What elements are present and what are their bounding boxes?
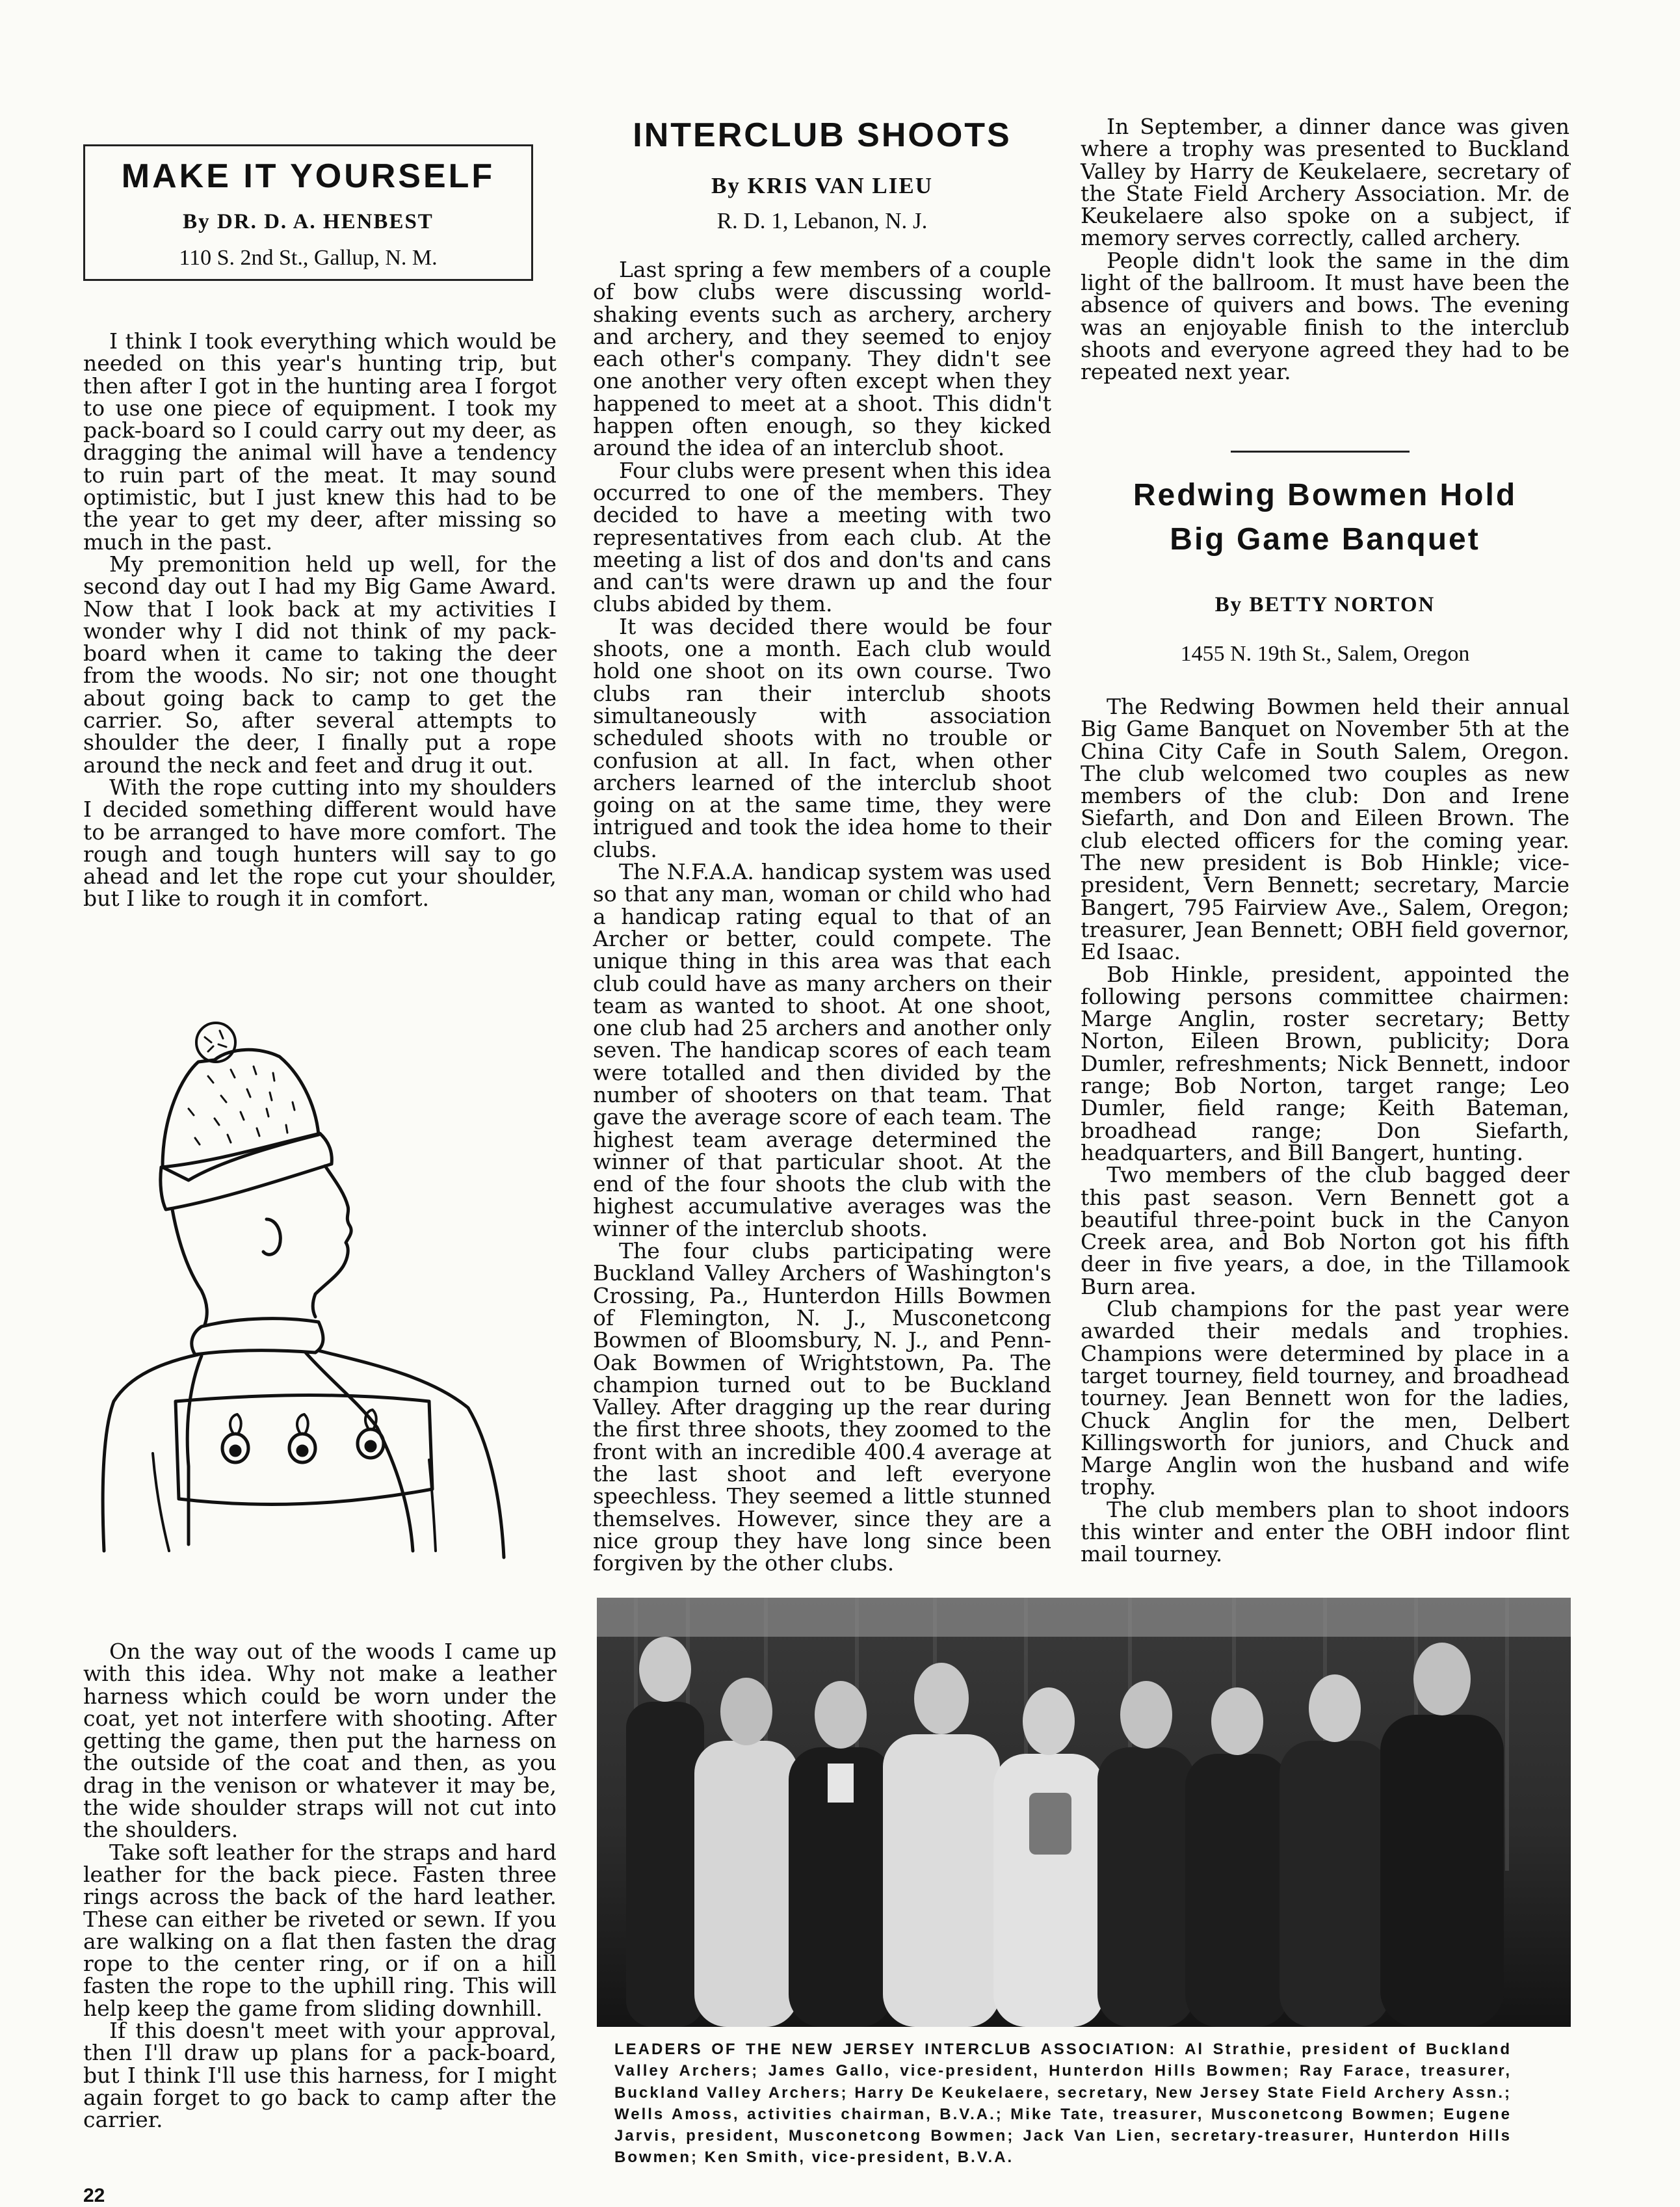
article-paragraph: The Redwing Bowmen held their annual Big Game Banquet on November 5th at the China City Cafe in South Salem, Oregon. The club welcomed two couples as new members of the club: Don and Irene Siefarth, and Don and Eileen Brown. The club elected officers for the coming year. The new president is Bob Hinkle; vice-president, Vern Bennett; secretary, Marcie Bangert, 795 Fairview Ave., Salem, Oregon; treasurer, Jean Bennett; OBH field governor, Ed Isaac. xyxy=(1081,694,1569,965)
redwing-address: 1455 N. 19th St., Salem, Oregon xyxy=(1180,642,1470,666)
stocking-cap xyxy=(163,1050,319,1180)
redwing-title-line-2: Big Game Banquet xyxy=(1170,522,1480,557)
photo-figure xyxy=(789,1681,893,2027)
article-paragraph: If this doesn't meet with your approval, then I'll draw up plans for a pack-board, but I think I'll use this harness, for I might again forget to go back to camp after the carrier. xyxy=(83,2018,557,2133)
photo-figure xyxy=(993,1687,1104,2027)
interclub-body xyxy=(593,259,1051,1575)
make-it-yourself-body-top xyxy=(83,330,557,910)
photo-figure xyxy=(694,1678,798,2027)
article-paragraph: Last spring a few members of a couple of bow clubs were discussing world-shaking events such as archery, archery and archery, and they seemed to enjoy each other's company. They didn't see one another very often except when they happened to meet at a shoot. This didn't happen often enough, so they kicked around the idea of an interclub shoot. xyxy=(593,257,1051,461)
redwing-byline: By BETTY NORTON xyxy=(1214,593,1436,616)
article-paragraph: I think I took everything which would be needed on this year's hunting trip, but then after I got in the hunting area I forgot to use one piece of equipment. I took my pack-board so I could carry out my deer, as dragging the animal will have a tendency to ruin part of the meat. It may sound optimistic, but I just knew this had to be the year to get my deer, after missing so much in the past. xyxy=(83,328,557,555)
article-paragraph: With the rope cutting into my shoulders I decided something different would have to be arranged to have more comfort. The rough and tough hunters will say to go ahead and let the rope cut your shoulder, but I like to rough it in comfort. xyxy=(83,774,557,912)
article-paragraph: The club members plan to shoot indoors this winter and enter the OBH indoor flint mail tourney. xyxy=(1081,1496,1569,1567)
photo-caption: LEADERS OF THE NEW JERSEY INTERCLUB ASSOCIATION: Al Strathie, president of Buckland Valley Archers; James Gallo, vice-president, Hunterdon Hills Bowmen; Ray Farace, treasurer, Buckland Valley Archers; Harry De Keukelaere, secretary, New Jersey State Field Archery Assn.; Wells Amoss, activities chairman, B.V.A.; Mike Tate, treasurer, Musconetcong Bowmen; Eugene Jarvis, president, Musconetcong Bowmen; Jack Van Lien, secretary-treasurer, Hunterdon Hills Bowmen; Ken Smith, vice-president, B.V.A. xyxy=(614,2041,1512,2167)
cap-pompom xyxy=(196,1023,235,1062)
interclub-article xyxy=(593,116,1051,1575)
collar xyxy=(192,1319,323,1355)
article-paragraph: My premonition held up well, for the second day out I had my Big Game Award. Now that I look back at my activities I wonder why I did not think of my pack-board when it came to taking the deer from the woods. No sir; not one thought about going back to camp to get the carrier. So, after several attempts to shoulder the deer, I finally put a rope around the neck and feet and drug it out. xyxy=(83,551,557,778)
head-profile xyxy=(313,1166,351,1317)
interclub-title: INTERCLUB SHOOTS xyxy=(633,116,1012,154)
article-paragraph: The N.F.A.A. handicap system was used so that any man, woman or child who had a handicap rating equal to that of an Archer or better, could compete. The unique thing in this area was that each club could have as many archers on their team as wanted to shoot. At one shoot, one club had 25 archers and another only seven. The handicap scores of each team were totalled and then divided by the number of shooters on that team. That gave the average score of each team. The highest team average determined the winner of that particular shoot. At the end of the four shoots the club with the highest accumulative averages was the winner of the interclub shoots. xyxy=(593,859,1051,1241)
article-paragraph: Take soft leather for the straps and hard leather for the back piece. Fasten three rings across the back of the hard leather. These can either be riveted or sewn. If you are walking on a flat then fasten the drag rope to the center ring, or if on a hill fasten the rope to the uphill ring. This will help keep the game from sliding downhill. xyxy=(83,1839,557,2021)
redwing-title-line-1: Redwing Bowmen Hold xyxy=(1133,478,1517,512)
make-it-yourself-body-bottom xyxy=(83,1641,557,2132)
article-paragraph: Four clubs were present when this idea occurred to one of the members. They decided to have a meeting with two representatives from each club. At the meeting a list of dos and don'ts and cans and can'ts were drawn up and the four clubs abided by them. xyxy=(593,457,1051,617)
make-it-yourself-title: MAKE IT YOURSELF xyxy=(121,157,495,195)
make-it-yourself-address: 110 S. 2nd St., Gallup, N. M. xyxy=(179,246,438,270)
photo-figure xyxy=(1185,1687,1289,2027)
harness-illustration xyxy=(91,1011,520,1564)
harness-ring-left xyxy=(222,1414,248,1462)
interclub-body-continued xyxy=(1081,116,1569,384)
redwing-body xyxy=(1081,696,1569,1566)
article-paragraph: In September, a dinner dance was given where a trophy was presented to Buckland Valley by Harry de Keukelaere, secretary of the State Field Archery Association. Mr. de Keukelaere also spoke on a subject, if memory serves correctly, called archery. xyxy=(1081,114,1569,251)
make-it-yourself-title-box xyxy=(83,144,533,281)
redwing-header xyxy=(1081,473,1569,667)
interclub-address: R. D. 1, Lebanon, N. J. xyxy=(716,208,928,233)
article-paragraph: It was decided there would be four shoots, one a month. Each club would hold one shoot on its own course. Two clubs ran their interclub shoots simultaneously with association scheduled shoots with no trouble or confusion at all. In fact, when other archers learned of the interclub shoot going on at the same time, they were intrigued and took the idea home to their clubs. xyxy=(593,613,1051,862)
section-divider xyxy=(1231,451,1410,453)
photo-figure xyxy=(883,1663,1000,2027)
harness-ring-center xyxy=(289,1414,315,1462)
interclub-byline: By KRIS VAN LIEU xyxy=(711,173,933,198)
cap-cuff xyxy=(161,1133,332,1209)
article-paragraph: Two members of the club bagged deer this past season. Vern Bennett got a beautiful three-point buck in the Canyon Creek area, and Bob Norton got his fifth deer in five years, a doe, in the Tillamook Burn area. xyxy=(1081,1162,1569,1299)
photo-figure xyxy=(1380,1643,1504,2027)
article-paragraph: People didn't look the same in the dim light of the ballroom. It must have been the absence of quivers and bows. The evening was an enjoyable finish to the interclub shoots and everyone agreed they had to be repeated next year. xyxy=(1081,247,1569,385)
article-paragraph: On the way out of the woods I came up with this idea. Why not make a leather harness which could be worn under the coat, yet not interfere with shooting. After getting the game, then put the harness on the outside of the coat and then, as you drag in the venison or whatever it may be, the wide shoulder straps will not cut into the shoulders. xyxy=(83,1639,557,1843)
photo-figure xyxy=(1097,1681,1195,2027)
photo-figure xyxy=(1280,1674,1390,2027)
article-paragraph: Bob Hinkle, president, appointed the following persons committee chairmen: Marge Anglin, roster secretary; Betty Norton, Eileen Brown, publicity; Dora Dumler, refreshments; Nick Bennett, indoor range; Bob Norton, target range; Leo Dumler, field range; Keith Bateman, broadhead range; Don Siefarth, headquarters, and Bill Bangert, hunting. xyxy=(1081,961,1569,1165)
make-it-yourself-byline: By DR. D. A. HENBEST xyxy=(183,210,434,233)
article-paragraph: The four clubs participating were Buckland Valley Archers of Washington's Crossing, Pa., Hunterdon Hills Bowmen of Flemington, N. J., Musconetcong Bowmen of Bloomsbury, N. J., and Penn-Oak Bowmen of Wrightstown, Pa. The champion turned out to be Buckland Valley. After dragging up the rear during the first three shoots, they zoomed to the front with an incredible 400.4 average at the last shoot and left everyone speechless. They seemed a little stunned themselves. However, since they are a nice group they have long since been forgiven by the other clubs. xyxy=(593,1238,1051,1576)
group-photo xyxy=(597,1598,1571,2027)
article-paragraph: Club champions for the past year were awarded their medals and trophies. Champions were determined by place in a target tourney, field tourney, and broadhead tourney. Jean Bennett won for the ladies, Chuck Anglin for the men, Delbert Killingsworth for juniors, and Chuck and Marge Anglin won the husband and wife trophy. xyxy=(1081,1296,1569,1500)
page-number: 22 xyxy=(83,2185,105,2206)
